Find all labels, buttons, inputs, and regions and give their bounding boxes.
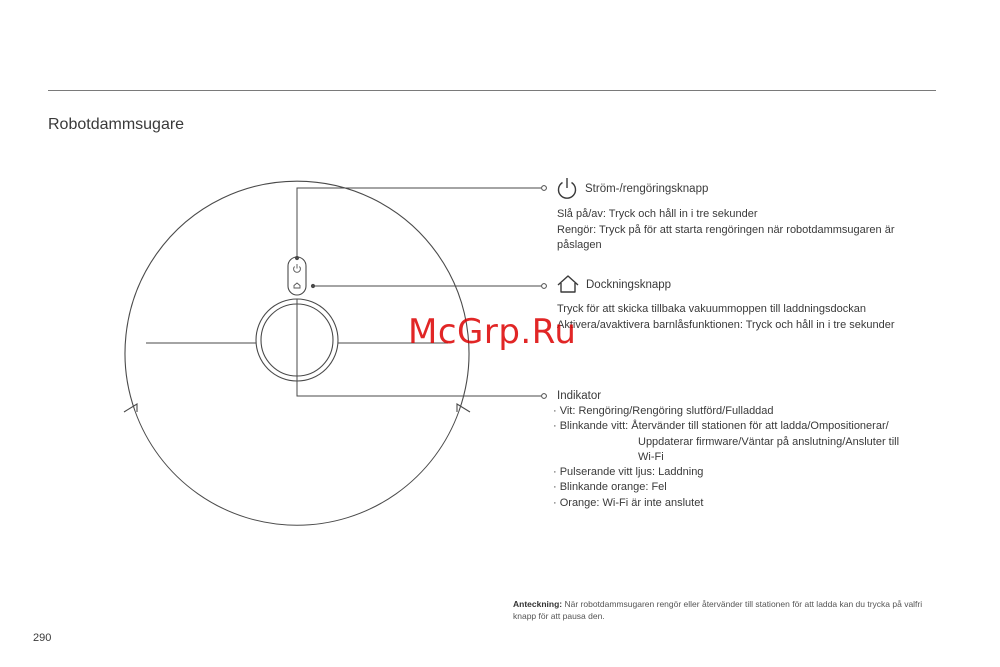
indicator-item: · Orange: Wi-Fi är inte anslutet bbox=[553, 496, 704, 509]
power-icon bbox=[559, 178, 576, 198]
capsule-icons bbox=[294, 264, 301, 288]
power-callout-line bbox=[297, 188, 541, 257]
section-title: Robotdammsugare bbox=[48, 116, 185, 133]
page-number: 290 bbox=[33, 632, 52, 644]
indicator-title: Indikator bbox=[557, 390, 602, 402]
dock-button-description bbox=[557, 302, 895, 333]
indicator-item-continued: Wi-Fi bbox=[638, 450, 664, 463]
button-capsule bbox=[288, 257, 306, 295]
dock-button-line: Aktivera/avaktivera barnlåsfunktionen: Tryck och håll in i tre sekunder bbox=[557, 318, 895, 331]
power-callout-end bbox=[542, 186, 547, 191]
power-button-line: Slå på/av: Tryck och håll in i tre sekunder bbox=[557, 208, 758, 220]
home-icon bbox=[558, 276, 578, 292]
dock-button-line: Tryck för att skicka tillbaka vakuummoppen till laddningsdockan bbox=[557, 303, 866, 315]
watermark: McGrp.Ru bbox=[408, 312, 577, 352]
power-button-line: påslagen bbox=[557, 239, 602, 251]
power-button-description bbox=[557, 207, 895, 254]
indicator-item: · Blinkande vitt: Återvänder till stationen för att ladda/Ompositionerar/ bbox=[553, 420, 889, 433]
robot-body-lower-outline bbox=[135, 411, 459, 525]
indicator-item-continued: Uppdaterar firmware/Väntar på anslutning/Ansluter till bbox=[638, 435, 900, 448]
indicator-item: · Blinkande orange: Fel bbox=[553, 481, 667, 494]
indicator-callout-end bbox=[542, 394, 547, 399]
note bbox=[513, 598, 933, 622]
power-button-title: Ström-/rengöringsknapp bbox=[585, 183, 709, 195]
indicator-item: · Vit: Rengöring/Rengöring slutförd/Fulladdad bbox=[553, 405, 774, 417]
note-text: När robotdammsugaren rengör eller återvänder till stationen för att ladda kan du trycka på valfri knapp för att pausa den. bbox=[513, 599, 923, 621]
dock-callout-dot bbox=[311, 284, 314, 287]
power-button-line: Rengör: Tryck på för att starta rengöringen när robotdammsugaren är bbox=[557, 223, 895, 236]
indicator-list bbox=[553, 404, 899, 511]
dock-callout-end bbox=[542, 284, 547, 289]
indicator-item: · Pulserande vitt ljus: Laddning bbox=[553, 466, 704, 479]
dock-button-title: Dockningsknapp bbox=[586, 279, 672, 291]
note-label: Anteckning: bbox=[513, 599, 563, 609]
power-callout-dot bbox=[295, 256, 298, 259]
